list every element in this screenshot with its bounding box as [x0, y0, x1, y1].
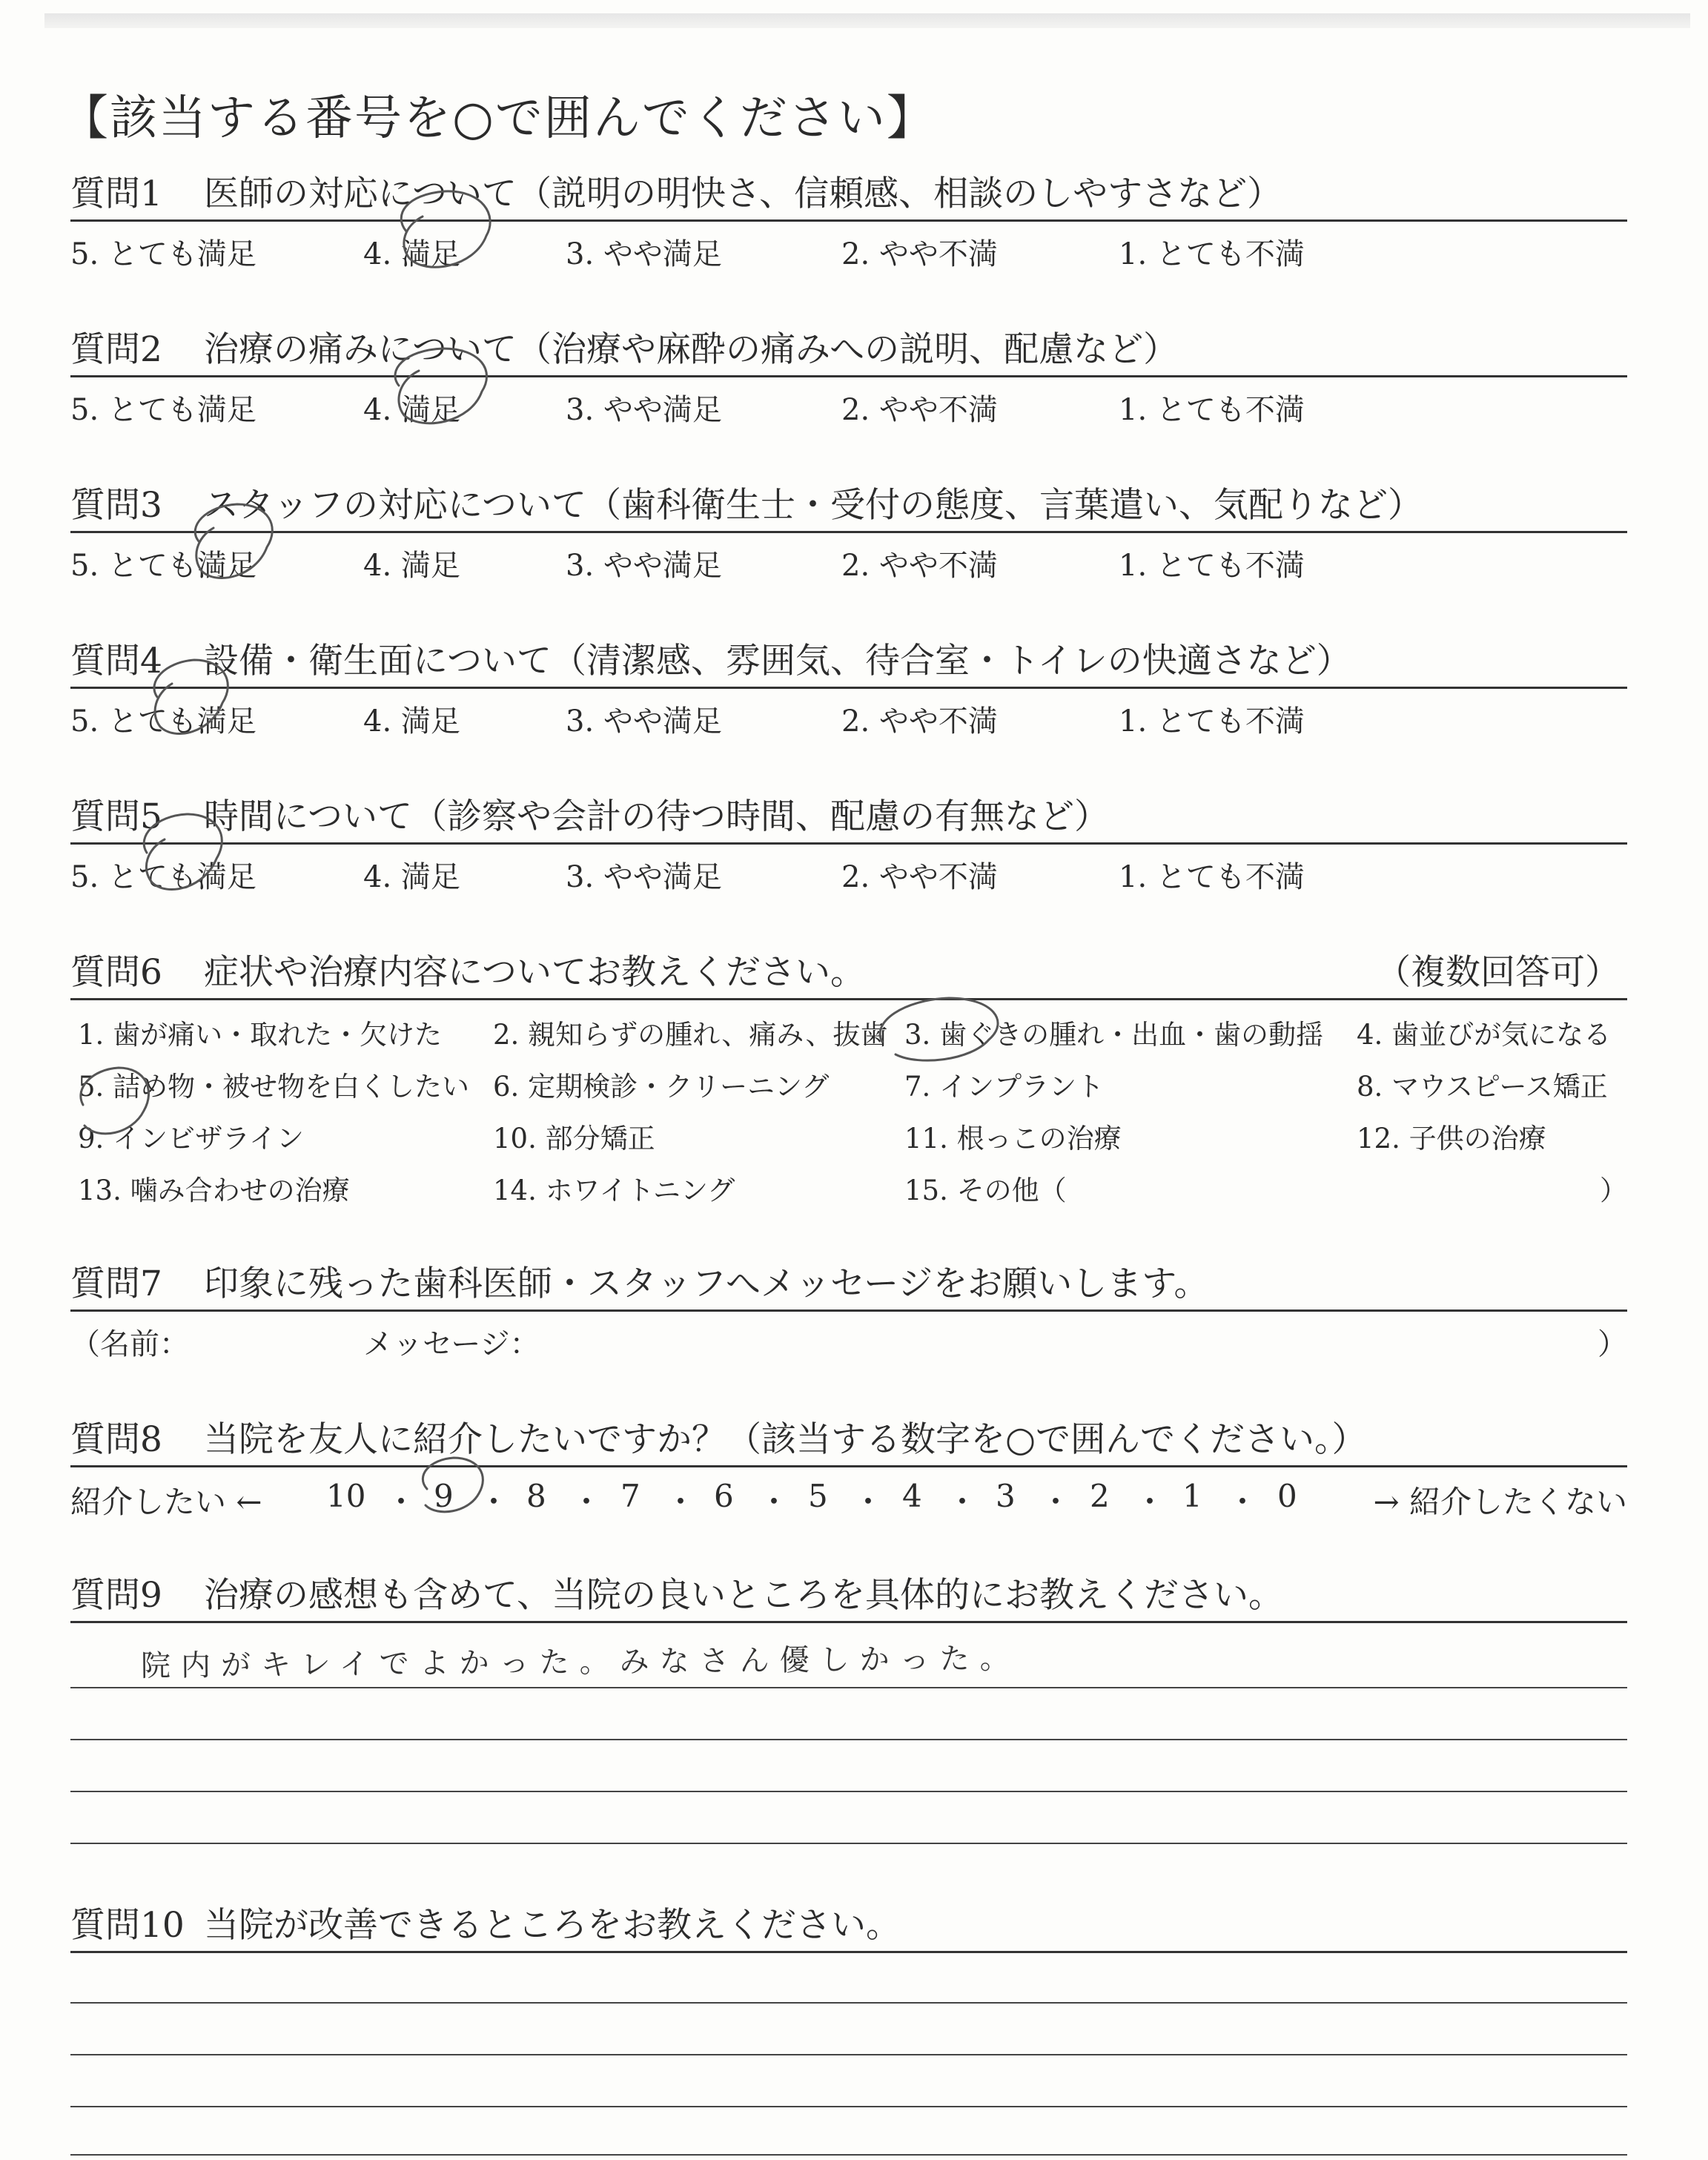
option-1[interactable]: 1. とても不満 [1119, 237, 1305, 271]
option-4[interactable]: 4. 満足 [363, 393, 460, 427]
answer-line [70, 2054, 1627, 2055]
recommend-scale [70, 1467, 1627, 1527]
option-3[interactable]: 3. やや満足 [566, 393, 722, 427]
form-title: 【該当する番号を○で囲んでください】 [61, 91, 936, 146]
question-2-header [70, 319, 1627, 377]
question-number: 質問9 [70, 1575, 162, 1616]
question-text: 当院を友人に紹介したいですか？（該当する数字を○で囲んでください。） [204, 1419, 1367, 1460]
question-number: 質問4 [70, 641, 162, 681]
symptom-option-14[interactable]: 14. ホワイトニング [493, 1175, 735, 1206]
question-text: 治療の感想も含めて、当院の良いところを具体的にお教えください。 [204, 1575, 1284, 1616]
symptom-option-11[interactable]: 11. 根っこの治療 [904, 1123, 1122, 1155]
symptom-option-10[interactable]: 10. 部分矯正 [493, 1123, 655, 1155]
answer-line [70, 1791, 1627, 1792]
symptom-option-4[interactable]: 4. 歯並びが気になる [1357, 1019, 1612, 1051]
scale-dot: ・ [1134, 1484, 1166, 1520]
symptom-option-3[interactable]: 3. 歯ぐきの腫れ・出血・歯の動揺 [904, 1019, 1324, 1051]
scale-dot: ・ [665, 1484, 697, 1520]
option-2[interactable]: 2. やや不満 [841, 860, 998, 894]
symptom-option-8[interactable]: 8. マウスピース矯正 [1357, 1071, 1608, 1103]
option-1[interactable]: 1. とても不満 [1119, 549, 1305, 583]
scale-2[interactable]: 2 [1090, 1478, 1110, 1514]
question-number: 質問10 [70, 1905, 185, 1946]
answer-line [70, 2106, 1627, 2107]
scale-dot: ・ [947, 1484, 979, 1520]
question-1-header [70, 163, 1627, 222]
question-number: 質問8 [70, 1419, 162, 1460]
question-text: 時間について（診察や会計の待つ時間、配慮の有無など） [204, 796, 1110, 837]
scale-3[interactable]: 3 [996, 1478, 1016, 1514]
option-2[interactable]: 2. やや不満 [841, 393, 998, 427]
scale-right-label: → 紹介したくない [1373, 1484, 1627, 1520]
question-text: 症状や治療内容についてお教えください。 [204, 952, 866, 993]
option-3[interactable]: 3. やや満足 [566, 549, 722, 583]
other-close-paren: ） [1600, 1175, 1627, 1206]
question-1 [70, 163, 1627, 274]
scale-7[interactable]: 7 [620, 1478, 640, 1514]
question-number: 質問5 [70, 796, 162, 837]
question-5-header [70, 786, 1627, 845]
option-3[interactable]: 3. やや満足 [566, 237, 722, 271]
rating-options [70, 222, 1627, 274]
symptom-option-7[interactable]: 7. インプラント [904, 1071, 1105, 1103]
question-4-header [70, 630, 1627, 689]
message-close-paren: ） [1598, 1327, 1627, 1361]
question-4 [70, 630, 1627, 741]
rating-options [70, 689, 1627, 741]
answer-line [70, 2154, 1627, 2156]
option-5[interactable]: 5. とても満足 [70, 704, 256, 739]
scan-top-edge [44, 13, 1690, 28]
scale-dot: ・ [385, 1484, 417, 1520]
question-5 [70, 786, 1627, 896]
option-4[interactable]: 4. 満足 [363, 549, 460, 583]
question-text: スタッフの対応について（歯科衛生士・受付の態度、言葉遣い、気配りなど） [204, 485, 1423, 526]
scale-dot: ・ [478, 1484, 510, 1520]
option-5[interactable]: 5. とても満足 [70, 237, 256, 271]
scale-9[interactable]: 9 [434, 1478, 454, 1514]
symptom-option-2[interactable]: 2. 親知らずの腫れ、痛み、抜歯 [493, 1019, 888, 1051]
option-5[interactable]: 5. とても満足 [70, 393, 256, 427]
option-1[interactable]: 1. とても不満 [1119, 704, 1305, 739]
symptom-option-15[interactable]: 15. その他（ [904, 1175, 1067, 1206]
multiple-answers-note: （複数回答可） [1376, 952, 1620, 993]
question-9-header [70, 1565, 1627, 1623]
message-row [70, 1312, 1627, 1364]
scale-dot: ・ [571, 1484, 603, 1520]
scale-dot: ・ [758, 1484, 790, 1520]
scale-dot: ・ [1040, 1484, 1072, 1520]
scale-6[interactable]: 6 [714, 1478, 734, 1514]
question-3 [70, 475, 1627, 585]
question-number: 質問7 [70, 1264, 162, 1304]
scale-dot: ・ [1227, 1484, 1259, 1520]
question-6-header [70, 942, 1627, 1000]
scale-4[interactable]: 4 [902, 1478, 922, 1514]
symptom-option-13[interactable]: 13. 噛み合わせの治療 [78, 1175, 350, 1206]
scale-10[interactable]: 10 [326, 1478, 366, 1514]
option-4[interactable]: 4. 満足 [363, 237, 460, 271]
question-8-header [70, 1409, 1627, 1467]
rating-options [70, 845, 1627, 896]
question-10-header [70, 1895, 1627, 1953]
question-7-header [70, 1253, 1627, 1312]
scale-1[interactable]: 1 [1182, 1478, 1202, 1514]
option-1[interactable]: 1. とても不満 [1119, 393, 1305, 427]
rating-options [70, 533, 1627, 585]
question-8 [70, 1409, 1627, 1527]
scale-left-label: 紹介したい ← [70, 1484, 262, 1520]
question-text: 治療の痛みについて（治療や麻酔の痛みへの説明、配慮など） [204, 329, 1179, 370]
symptom-option-12[interactable]: 12. 子供の治療 [1357, 1123, 1546, 1155]
option-2[interactable]: 2. やや不満 [841, 704, 998, 739]
question-3-header [70, 475, 1627, 533]
name-label: （名前： [70, 1327, 189, 1361]
option-4[interactable]: 4. 満足 [363, 860, 460, 894]
option-2[interactable]: 2. やや不満 [841, 237, 998, 271]
option-5[interactable]: 5. とても満足 [70, 549, 256, 583]
answer-line [70, 1843, 1627, 1844]
question-9 [70, 1565, 1627, 1623]
handwritten-answer[interactable]: 院内がキレイでよかった。みなさん優しかった。 [140, 1641, 1020, 1684]
question-text: 印象に残った歯科医師・スタッフへメッセージをお願いします。 [204, 1264, 1209, 1304]
symptom-option-6[interactable]: 6. 定期検診・クリーニング [493, 1071, 830, 1103]
question-number: 質問2 [70, 329, 162, 370]
question-text: 当院が改善できるところをお教えください。 [204, 1905, 901, 1946]
option-3[interactable]: 3. やや満足 [566, 860, 722, 894]
answer-line [70, 1687, 1627, 1688]
option-2[interactable]: 2. やや不満 [841, 549, 998, 583]
answer-line [70, 2002, 1627, 2004]
question-2 [70, 319, 1627, 429]
scale-8[interactable]: 8 [526, 1478, 546, 1514]
symptom-option-5[interactable]: 5. 詰め物・被せ物を白くしたい [78, 1071, 470, 1103]
rating-options [70, 377, 1627, 429]
option-1[interactable]: 1. とても不満 [1119, 860, 1305, 894]
scale-dot: ・ [853, 1484, 884, 1520]
question-text: 設備・衛生面について（清潔感、雰囲気、待合室・トイレの快適さなど） [204, 641, 1351, 681]
question-text: 医師の対応について（説明の明快さ、信頼感、相談のしやすさなど） [204, 174, 1282, 214]
question-7 [70, 1253, 1627, 1364]
option-3[interactable]: 3. やや満足 [566, 704, 722, 739]
scale-0[interactable]: 0 [1277, 1478, 1297, 1514]
symptom-option-9[interactable]: 9. インビザライン [78, 1123, 304, 1155]
question-number: 質問1 [70, 174, 162, 214]
symptom-option-1[interactable]: 1. 歯が痛い・取れた・欠けた [78, 1019, 443, 1051]
question-number: 質問6 [70, 952, 162, 993]
answer-line [70, 1739, 1627, 1740]
question-number: 質問3 [70, 485, 162, 526]
option-5[interactable]: 5. とても満足 [70, 860, 256, 894]
message-label: メッセージ： [363, 1327, 540, 1361]
question-10 [70, 1895, 1627, 1953]
symptom-options [70, 1000, 1627, 1208]
option-4[interactable]: 4. 満足 [363, 704, 460, 739]
scale-5[interactable]: 5 [808, 1478, 828, 1514]
question-6 [70, 942, 1627, 1208]
